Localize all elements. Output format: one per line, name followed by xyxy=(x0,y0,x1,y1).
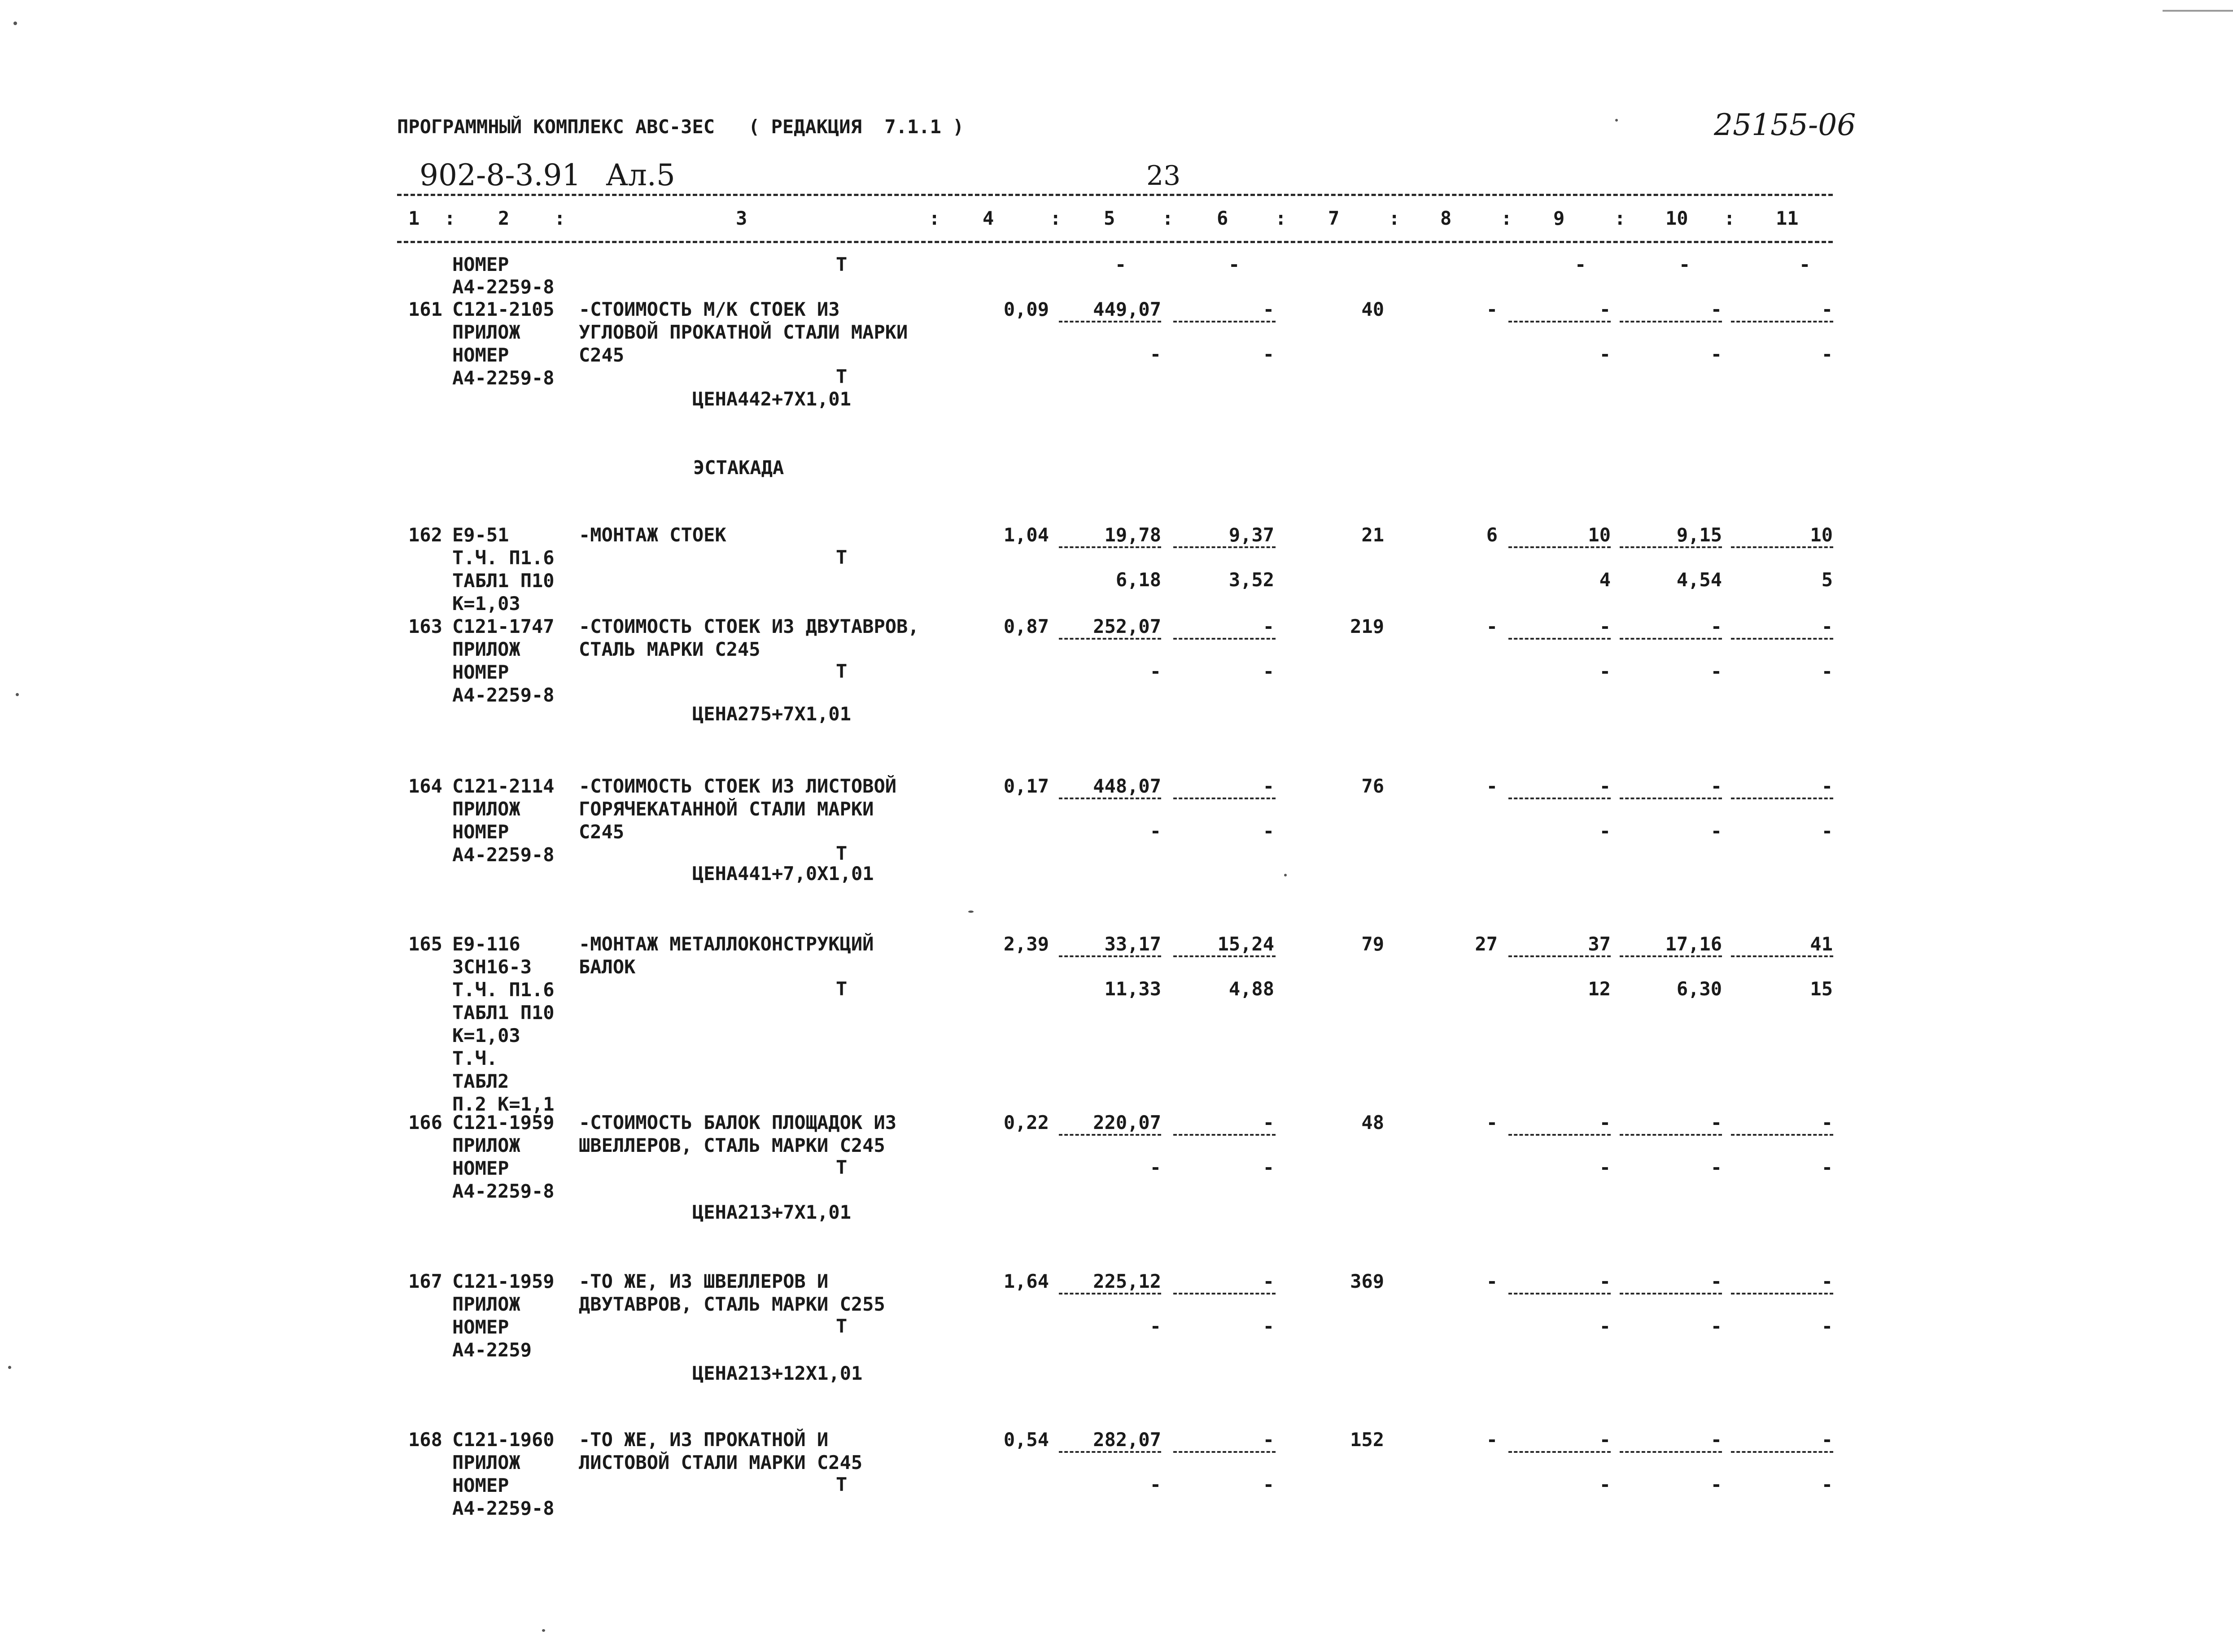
row-number: 161 xyxy=(408,298,442,320)
norm-code: Т.Ч. П1.6 xyxy=(452,547,555,569)
page-number: 23 xyxy=(1146,160,1181,192)
col9-machines: - xyxy=(1599,1429,1611,1451)
norm-code: Т.Ч. xyxy=(452,1047,498,1069)
fraction-divider xyxy=(1059,546,1161,548)
col5-denominator: - xyxy=(1149,820,1161,842)
col-sep: : xyxy=(1389,207,1400,229)
norm-code: А4-2259-8 xyxy=(452,1180,555,1202)
unit-marker: Т xyxy=(836,978,848,1000)
col6-denominator: - xyxy=(1263,1473,1274,1495)
work-description: -МОНТАЖ МЕТАЛЛОКОНСТРУКЦИЙ xyxy=(579,933,874,955)
norm-code: С121-1960 xyxy=(452,1429,555,1451)
col7-total: 48 xyxy=(1361,1112,1384,1133)
col11-labor-total: - xyxy=(1821,615,1833,637)
fraction-divider xyxy=(1620,638,1722,640)
fraction-divider xyxy=(1059,798,1161,799)
col10-denominator: - xyxy=(1710,343,1722,365)
col6-denominator: - xyxy=(1263,820,1274,842)
fraction-divider xyxy=(1508,321,1611,323)
norm-code: Е9-116 xyxy=(452,933,520,955)
col7-total: 21 xyxy=(1361,524,1384,546)
col6-denominator: 3,52 xyxy=(1228,569,1274,591)
work-description: -СТОИМОСТЬ СТОЕК ИЗ ЛИСТОВОЙ xyxy=(579,775,897,797)
col-6: 6 xyxy=(1217,207,1228,229)
col5-denominator: - xyxy=(1149,1156,1161,1178)
row-number: 164 xyxy=(408,775,442,797)
fraction-divider xyxy=(1620,798,1722,799)
header-top-rule xyxy=(397,194,1833,196)
row-number: 166 xyxy=(408,1112,442,1133)
price-formula: ЦЕНА213+7Х1,01 xyxy=(692,1201,852,1223)
col5-denominator: - xyxy=(1149,1473,1161,1495)
col-11: 11 xyxy=(1776,207,1799,229)
fraction-divider xyxy=(1508,1451,1611,1453)
col5-unit-cost: 33,17 xyxy=(1104,933,1161,955)
col6-wages: - xyxy=(1263,298,1274,320)
norm-code: Е9-51 xyxy=(452,524,509,546)
price-formula: ЦЕНА213+12Х1,01 xyxy=(692,1362,863,1384)
col-1: 1 xyxy=(408,207,420,229)
col9-machines: 10 xyxy=(1588,524,1611,546)
norm-code: П.2 К=1,1 xyxy=(452,1093,555,1115)
cont-c9: - xyxy=(1575,253,1586,275)
norm-code: ПРИЛОЖ xyxy=(452,321,520,343)
row-number: 168 xyxy=(408,1429,442,1451)
scan-speck xyxy=(16,693,19,696)
norm-code: С121-2105 xyxy=(452,298,555,320)
col9-denominator: - xyxy=(1599,1315,1611,1337)
album-number: Ал.5 xyxy=(606,158,675,192)
fraction-divider xyxy=(1173,798,1276,799)
col11-denominator: - xyxy=(1821,343,1833,365)
col9-machines: 37 xyxy=(1588,933,1611,955)
work-description: С245 xyxy=(579,821,625,843)
norm-code: Т.Ч. П1.6 xyxy=(452,979,555,1001)
fraction-divider xyxy=(1620,546,1722,548)
fraction-divider xyxy=(1059,1293,1161,1295)
work-description: -СТОИМОСТЬ БАЛОК ПЛОЩАДОК ИЗ xyxy=(579,1112,897,1133)
cont-c10: - xyxy=(1679,253,1691,275)
col5-denominator: 6,18 xyxy=(1115,569,1161,591)
col6-wages: - xyxy=(1263,615,1274,637)
col9-denominator: - xyxy=(1599,820,1611,842)
col6-denominator: - xyxy=(1263,660,1274,682)
col10-denominator: - xyxy=(1710,1156,1722,1178)
col-2: 2 xyxy=(498,207,510,229)
scan-speck xyxy=(542,1629,545,1632)
col9-machines: - xyxy=(1599,298,1611,320)
fraction-divider xyxy=(1508,955,1611,957)
col9-machines: - xyxy=(1599,1112,1611,1133)
col5-unit-cost: 220,07 xyxy=(1093,1112,1161,1133)
col-sep: : xyxy=(929,207,940,229)
fraction-divider xyxy=(1173,1293,1276,1295)
col5-unit-cost: 252,07 xyxy=(1093,615,1161,637)
col-sep: : xyxy=(1614,207,1626,229)
price-formula: ЦЕНА275+7Х1,01 xyxy=(692,703,852,725)
fraction-divider xyxy=(1508,1293,1611,1295)
col5-denominator: - xyxy=(1149,343,1161,365)
col11-labor-total: 10 xyxy=(1810,524,1833,546)
col-5: 5 xyxy=(1104,207,1115,229)
fraction-divider xyxy=(1620,1451,1722,1453)
col5-unit-cost: 282,07 xyxy=(1093,1429,1161,1451)
work-description: СТАЛЬ МАРКИ С245 xyxy=(579,638,760,660)
norm-code: ЗСН16-3 xyxy=(452,956,532,978)
price-formula: ЦЕНА441+7,0Х1,01 xyxy=(692,863,874,885)
col11-denominator: - xyxy=(1821,1156,1833,1178)
unit-marker: Т xyxy=(836,1315,848,1337)
col6-denominator: - xyxy=(1263,343,1274,365)
col7-total: 219 xyxy=(1350,615,1384,637)
fraction-divider xyxy=(1731,955,1833,957)
col5-denominator: - xyxy=(1149,1315,1161,1337)
unit-marker: Т xyxy=(836,660,848,682)
norm-code: С121-1747 xyxy=(452,615,555,637)
cont-c5: - xyxy=(1115,253,1127,275)
scan-speck xyxy=(2163,10,2233,12)
col11-labor-total: - xyxy=(1821,775,1833,797)
col8-wages-total: - xyxy=(1486,1429,1498,1451)
fraction-divider xyxy=(1173,321,1276,323)
work-description: ШВЕЛЛЕРОВ, СТАЛЬ МАРКИ С245 xyxy=(579,1134,885,1156)
cont-code: НОМЕР xyxy=(452,253,509,275)
fraction-divider xyxy=(1731,638,1833,640)
col7-total: 79 xyxy=(1361,933,1384,955)
col11-labor-total: - xyxy=(1821,1270,1833,1292)
norm-code: НОМЕР xyxy=(452,344,509,366)
unit-marker: Т xyxy=(836,1156,848,1178)
norm-code: А4-2259-8 xyxy=(452,844,555,866)
col7-total: 369 xyxy=(1350,1270,1384,1292)
work-description: -СТОИМОСТЬ М/К СТОЕК ИЗ xyxy=(579,298,840,320)
norm-code: К=1,03 xyxy=(452,1024,520,1046)
fraction-divider xyxy=(1059,321,1161,323)
fraction-divider xyxy=(1508,798,1611,799)
norm-code: С121-2114 xyxy=(452,775,555,797)
row-number: 163 xyxy=(408,615,442,637)
col11-denominator: 15 xyxy=(1810,978,1833,1000)
col10-denominator: - xyxy=(1710,1315,1722,1337)
fraction-divider xyxy=(1731,798,1833,799)
unit-marker: Т xyxy=(836,546,848,568)
col10-denominator: - xyxy=(1710,820,1722,842)
fraction-divider xyxy=(1620,955,1722,957)
norm-code: ТАБЛ2 xyxy=(452,1070,509,1092)
norm-code: А4-2259-8 xyxy=(452,684,555,706)
col4-quantity: 0,87 xyxy=(1003,615,1049,637)
row-number: 165 xyxy=(408,933,442,955)
scan-speck xyxy=(8,1366,11,1369)
col4-quantity: 2,39 xyxy=(1003,933,1049,955)
col6-wages: 15,24 xyxy=(1217,933,1274,955)
scan-speck xyxy=(968,911,974,913)
scan-speck xyxy=(1284,874,1287,876)
fraction-divider xyxy=(1059,955,1161,957)
col-sep: : xyxy=(1275,207,1287,229)
work-description: ГОРЯЧЕКАТАННОЙ СТАЛИ МАРКИ xyxy=(579,798,874,820)
col5-unit-cost: 448,07 xyxy=(1093,775,1161,797)
norm-code: ТАБЛ1 П10 xyxy=(452,570,555,592)
col8-wages-total: - xyxy=(1486,615,1498,637)
col4-quantity: 0,09 xyxy=(1003,298,1049,320)
fraction-divider xyxy=(1731,1293,1833,1295)
col7-total: 40 xyxy=(1361,298,1384,320)
col6-wages: - xyxy=(1263,1112,1274,1133)
norm-code: С121-1959 xyxy=(452,1270,555,1292)
col5-unit-cost: 19,78 xyxy=(1104,524,1161,546)
fraction-divider xyxy=(1731,546,1833,548)
section-title: ЭСТАКАДА xyxy=(693,457,784,479)
col-7: 7 xyxy=(1328,207,1340,229)
col8-wages-total: - xyxy=(1486,775,1498,797)
row-number: 167 xyxy=(408,1270,442,1292)
fraction-divider xyxy=(1173,1134,1276,1136)
col9-denominator: 4 xyxy=(1599,569,1611,591)
col10-labor: - xyxy=(1710,1429,1722,1451)
fraction-divider xyxy=(1731,321,1833,323)
col11-labor-total: - xyxy=(1821,1429,1833,1451)
col9-denominator: - xyxy=(1599,660,1611,682)
col6-denominator: - xyxy=(1263,1315,1274,1337)
fraction-divider xyxy=(1059,1134,1161,1136)
norm-code: НОМЕР xyxy=(452,821,509,843)
col4-quantity: 1,64 xyxy=(1003,1270,1049,1292)
fraction-divider xyxy=(1620,1293,1722,1295)
col-4: 4 xyxy=(983,207,994,229)
norm-code: НОМЕР xyxy=(452,1474,509,1496)
norm-code: А4-2259-8 xyxy=(452,1497,555,1519)
col11-labor-total: - xyxy=(1821,298,1833,320)
fraction-divider xyxy=(1731,1451,1833,1453)
col10-labor: 9,15 xyxy=(1676,524,1722,546)
norm-code: С121-1959 xyxy=(452,1112,555,1133)
project-code: 902-8-3.91 xyxy=(420,158,581,192)
norm-code: ПРИЛОЖ xyxy=(452,1293,520,1315)
col-8: 8 xyxy=(1440,207,1452,229)
work-description: -МОНТАЖ СТОЕК xyxy=(579,524,726,546)
col6-wages: - xyxy=(1263,1429,1274,1451)
col-sep: : xyxy=(1501,207,1512,229)
col9-machines: - xyxy=(1599,775,1611,797)
norm-code: ПРИЛОЖ xyxy=(452,1134,520,1156)
norm-code: НОМЕР xyxy=(452,1157,509,1179)
work-description: БАЛОК xyxy=(579,956,636,978)
col11-denominator: - xyxy=(1821,1315,1833,1337)
norm-code: К=1,03 xyxy=(452,593,520,615)
col9-denominator: - xyxy=(1599,343,1611,365)
col5-denominator: - xyxy=(1149,660,1161,682)
col4-quantity: 0,54 xyxy=(1003,1429,1049,1451)
col11-denominator: - xyxy=(1821,660,1833,682)
col7-total: 152 xyxy=(1350,1429,1384,1451)
edition-label: ( РЕДАКЦИЯ 7.1.1 ) xyxy=(748,116,964,138)
col11-labor-total: 41 xyxy=(1810,933,1833,955)
col6-wages: 9,37 xyxy=(1228,524,1274,546)
col10-denominator: - xyxy=(1710,1473,1722,1495)
fraction-divider xyxy=(1173,955,1276,957)
col11-labor-total: - xyxy=(1821,1112,1833,1133)
norm-code: А4-2259 xyxy=(452,1339,532,1361)
fraction-divider xyxy=(1731,1134,1833,1136)
col10-labor: - xyxy=(1710,1112,1722,1133)
col-sep: : xyxy=(1050,207,1062,229)
col-sep: : xyxy=(444,207,456,229)
fraction-divider xyxy=(1173,638,1276,640)
row-number: 162 xyxy=(408,524,442,546)
col8-wages-total: 27 xyxy=(1475,933,1498,955)
col8-wages-total: - xyxy=(1486,1270,1498,1292)
scan-speck xyxy=(1615,119,1618,122)
fraction-divider xyxy=(1508,546,1611,548)
col4-quantity: 1,04 xyxy=(1003,524,1049,546)
col-sep: : xyxy=(1724,207,1735,229)
col6-wages: - xyxy=(1263,775,1274,797)
col10-denominator: 4,54 xyxy=(1676,569,1722,591)
norm-code: А4-2259-8 xyxy=(452,367,555,389)
col9-denominator: - xyxy=(1599,1156,1611,1178)
fraction-divider xyxy=(1059,1451,1161,1453)
program-title: ПРОГРАММНЫЙ КОМПЛЕКС АВС-3ЕС xyxy=(397,116,715,138)
col5-unit-cost: 225,12 xyxy=(1093,1270,1161,1292)
header-bottom-rule xyxy=(397,241,1833,243)
col8-wages-total: - xyxy=(1486,298,1498,320)
norm-code: ПРИЛОЖ xyxy=(452,638,520,660)
fraction-divider xyxy=(1508,638,1611,640)
norm-code: ПРИЛОЖ xyxy=(452,1451,520,1473)
col4-quantity: 0,22 xyxy=(1003,1112,1049,1133)
col11-denominator: 5 xyxy=(1821,569,1833,591)
unit-marker: Т xyxy=(836,366,848,388)
unit-marker: Т xyxy=(836,1473,848,1495)
col-3: 3 xyxy=(736,207,747,229)
cont-unit: Т xyxy=(836,253,848,275)
col10-labor: - xyxy=(1710,775,1722,797)
col-10: 10 xyxy=(1665,207,1688,229)
cont-code: А4-2259-8 xyxy=(452,276,555,298)
cont-c11: - xyxy=(1799,253,1811,275)
col9-denominator: - xyxy=(1599,1473,1611,1495)
col10-denominator: - xyxy=(1710,660,1722,682)
col6-denominator: - xyxy=(1263,1156,1274,1178)
col10-denominator: 6,30 xyxy=(1676,978,1722,1000)
col-sep: : xyxy=(1162,207,1174,229)
norm-code: НОМЕР xyxy=(452,661,509,683)
col6-wages: - xyxy=(1263,1270,1274,1292)
col10-labor: - xyxy=(1710,1270,1722,1292)
unit-marker: Т xyxy=(836,842,848,864)
col-9: 9 xyxy=(1553,207,1565,229)
fraction-divider xyxy=(1059,638,1161,640)
col10-labor: - xyxy=(1710,298,1722,320)
col-sep: : xyxy=(554,207,566,229)
fraction-divider xyxy=(1508,1134,1611,1136)
price-formula: ЦЕНА442+7Х1,01 xyxy=(692,388,852,410)
fraction-divider xyxy=(1173,1451,1276,1453)
work-description: УГЛОВОЙ ПРОКАТНОЙ СТАЛИ МАРКИ xyxy=(579,321,908,343)
col9-machines: - xyxy=(1599,1270,1611,1292)
fraction-divider xyxy=(1620,321,1722,323)
col4-quantity: 0,17 xyxy=(1003,775,1049,797)
col9-machines: - xyxy=(1599,615,1611,637)
fraction-divider xyxy=(1173,546,1276,548)
work-description: -ТО ЖЕ, ИЗ ПРОКАТНОЙ И xyxy=(579,1429,829,1451)
col6-denominator: 4,88 xyxy=(1228,978,1274,1000)
norm-code: ПРИЛОЖ xyxy=(452,798,520,820)
norm-code: НОМЕР xyxy=(452,1316,509,1338)
col5-unit-cost: 449,07 xyxy=(1093,298,1161,320)
archive-number: 25155-06 xyxy=(1714,108,1856,142)
col10-labor: 17,16 xyxy=(1665,933,1722,955)
col8-wages-total: - xyxy=(1486,1112,1498,1133)
col9-denominator: 12 xyxy=(1588,978,1611,1000)
scan-speck xyxy=(13,22,17,25)
col10-labor: - xyxy=(1710,615,1722,637)
col11-denominator: - xyxy=(1821,1473,1833,1495)
work-description: ЛИСТОВОЙ СТАЛИ МАРКИ С245 xyxy=(579,1451,863,1473)
work-description: -ТО ЖЕ, ИЗ ШВЕЛЛЕРОВ И xyxy=(579,1270,829,1292)
cont-c6: - xyxy=(1228,253,1240,275)
work-description: ДВУТАВРОВ, СТАЛЬ МАРКИ С255 xyxy=(579,1293,885,1315)
col11-denominator: - xyxy=(1821,820,1833,842)
norm-code: ТАБЛ1 П10 xyxy=(452,1002,555,1024)
work-description: С245 xyxy=(579,344,625,366)
fraction-divider xyxy=(1620,1134,1722,1136)
col5-denominator: 11,33 xyxy=(1104,978,1161,1000)
work-description: -СТОИМОСТЬ СТОЕК ИЗ ДВУТАВРОВ, xyxy=(579,615,919,637)
col7-total: 76 xyxy=(1361,775,1384,797)
col8-wages-total: 6 xyxy=(1486,524,1498,546)
